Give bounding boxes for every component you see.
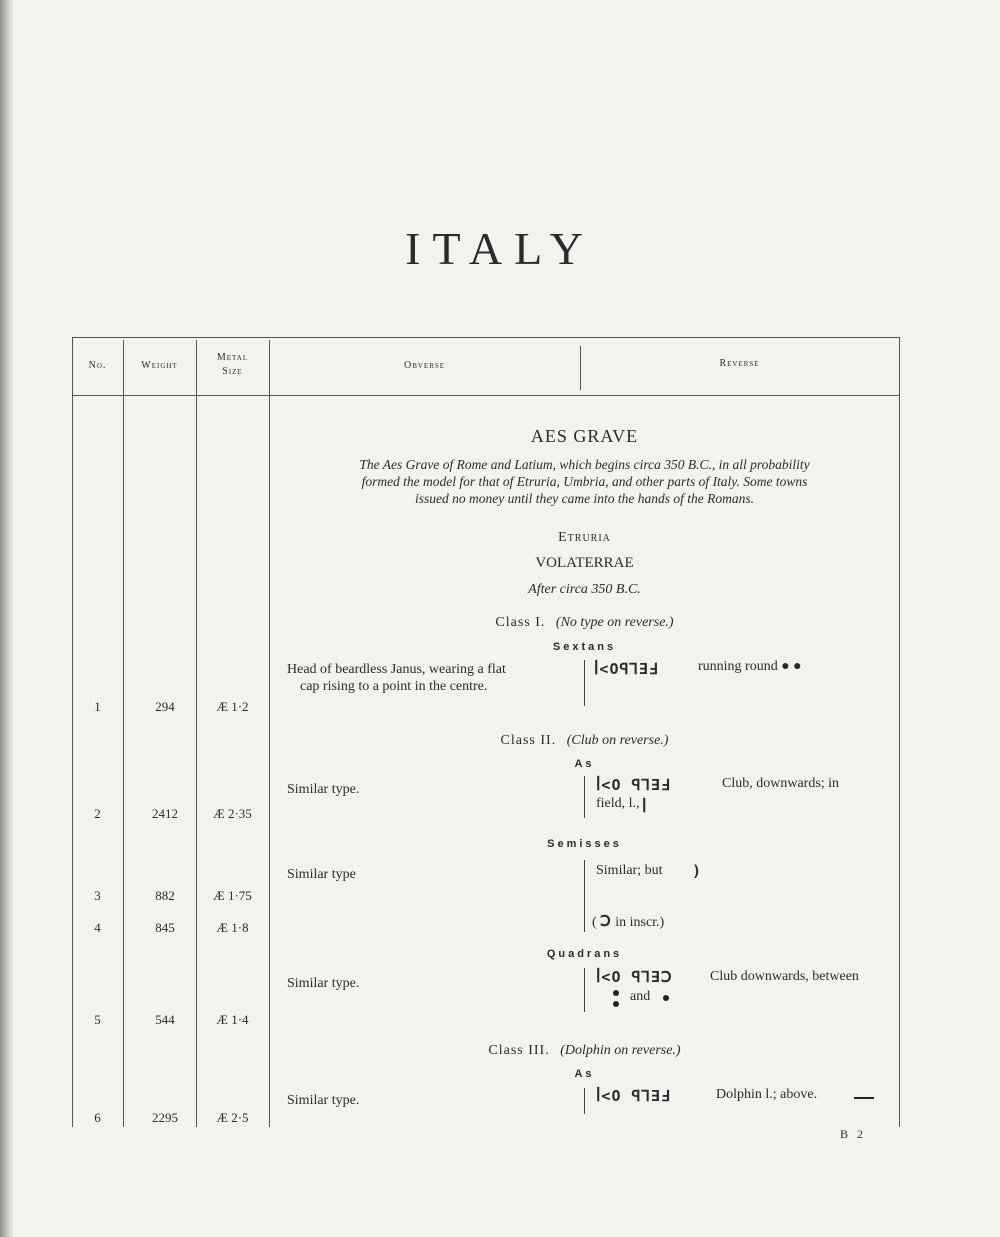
- row2-reverse-line1: Club, downwards; in: [722, 776, 840, 791]
- class2-note: (Club on reverse.): [566, 733, 669, 748]
- row1-weight: 294: [155, 699, 175, 714]
- header-reverse: Reverse: [719, 358, 760, 369]
- row1-legend: ꟾ<OꟼꞀ∃Ⅎ: [594, 660, 659, 678]
- pellet-icon: [613, 990, 619, 996]
- date-heading: After circa 350 B.C.: [528, 582, 641, 597]
- row2-metal: Æ 2·35: [213, 806, 252, 821]
- header-size: Size: [222, 366, 243, 377]
- row4-reverse-note: in inscr.): [615, 915, 665, 930]
- denomination-quadrans: Quadrans: [546, 948, 623, 960]
- header-no: No.: [88, 360, 107, 371]
- row4-no: 4: [94, 920, 101, 935]
- row2-divider: [584, 776, 585, 818]
- row6-no: 6: [94, 1110, 101, 1125]
- table-right-rule: [899, 337, 900, 1127]
- row3-mark: ): [692, 862, 703, 880]
- city-heading: VOLATERRAE: [535, 555, 634, 571]
- row1-no: 1: [94, 699, 101, 714]
- row3-metal: Æ 1·75: [213, 888, 252, 903]
- row5-weight: 544: [155, 1012, 175, 1027]
- table-left-rule: [72, 337, 73, 1127]
- row2-weight: 2412: [152, 806, 178, 821]
- intro-line-2: formed the model for that of Etruria, Umbria, and other parts of Italy. Some towns: [361, 474, 808, 489]
- denomination-sextans: Sextans: [552, 641, 617, 653]
- row5-obverse: Similar type.: [287, 976, 360, 991]
- row3-weight: 882: [155, 888, 175, 903]
- bar-mark-icon: [854, 1097, 874, 1099]
- page-gutter-shadow: [0, 0, 14, 1237]
- page-number: B 2: [840, 1127, 867, 1141]
- page-title: ITALY: [405, 223, 595, 274]
- row6-metal: Æ 2·5: [216, 1110, 249, 1125]
- header-obverse: Obverse: [403, 360, 446, 371]
- col-rule-weight: [196, 340, 197, 1127]
- row4-weight: 845: [155, 920, 175, 935]
- row1-divider: [584, 660, 585, 706]
- row2-no: 2: [94, 806, 101, 821]
- row6-divider: [584, 1088, 585, 1114]
- row1-obverse-line2: cap rising to a point in the centre.: [300, 679, 488, 694]
- row3-no: 3: [94, 888, 101, 903]
- row6-obverse: Similar type.: [287, 1093, 360, 1108]
- col-rule-no: [123, 340, 124, 1127]
- denomination-as-2: As: [574, 1068, 595, 1080]
- row2-mark: ꟾ: [642, 798, 648, 816]
- row5-divider: [584, 968, 585, 1012]
- row3-divider: [584, 860, 585, 932]
- row2-obverse: Similar type.: [287, 782, 360, 797]
- row3-reverse-line1: Similar; but: [596, 863, 663, 878]
- section-title: AES GRAVE: [530, 426, 639, 446]
- class3-note: (Dolphin on reverse.): [560, 1043, 681, 1058]
- row1-metal: Æ 1·2: [216, 699, 249, 714]
- row3-obverse: Similar type: [287, 867, 356, 882]
- row6-weight: 2295: [152, 1110, 178, 1125]
- row4-mark: Ↄ: [600, 912, 612, 930]
- intro-line-3: issued no money until they came into the hands of the Romans.: [415, 491, 754, 506]
- denomination-semisses: Semisses: [547, 838, 622, 850]
- class1-label: Class I.: [495, 615, 546, 630]
- row5-reverse-line1: Club downwards, between: [710, 969, 859, 984]
- row4-paren-open: (: [592, 915, 597, 930]
- row1-reverse: running round ● ●: [698, 659, 802, 674]
- header-weight: Weight: [141, 360, 178, 371]
- row5-reverse-line2: and: [630, 989, 651, 1004]
- row2-reverse-line2: field, l.,: [596, 796, 640, 811]
- row6-reverse: Dolphin l.; above.: [716, 1087, 818, 1102]
- row5-legend: ꟾ<O ꟼꞀ∃Ↄ: [596, 968, 673, 986]
- header-metal: Metal: [216, 352, 249, 363]
- table-top-rule: [72, 337, 900, 338]
- region-heading: Etruria: [558, 530, 611, 545]
- row4-metal: Æ 1·8: [216, 920, 249, 935]
- intro-line-1: The Aes Grave of Rome and Latium, which begins circa 350 B.C., in all probability: [359, 457, 810, 472]
- row5-no: 5: [94, 1012, 101, 1027]
- class3-label: Class III.: [488, 1043, 550, 1058]
- row2-legend: ꟾ<O ꟼꞀ∃Ⅎ: [596, 776, 671, 794]
- row6-legend: ꟾ<O ꟼꞀ∃Ⅎ: [596, 1087, 671, 1105]
- denomination-as: As: [574, 758, 595, 770]
- row1-obverse-line1: Head of beardless Janus, wearing a flat: [287, 662, 506, 677]
- row5-metal: Æ 1·4: [216, 1012, 249, 1027]
- pellet-icon: [663, 995, 669, 1001]
- pellet-icon: [613, 1001, 619, 1007]
- class2-label: Class II.: [500, 733, 557, 748]
- class1-note: (No type on reverse.): [555, 615, 674, 630]
